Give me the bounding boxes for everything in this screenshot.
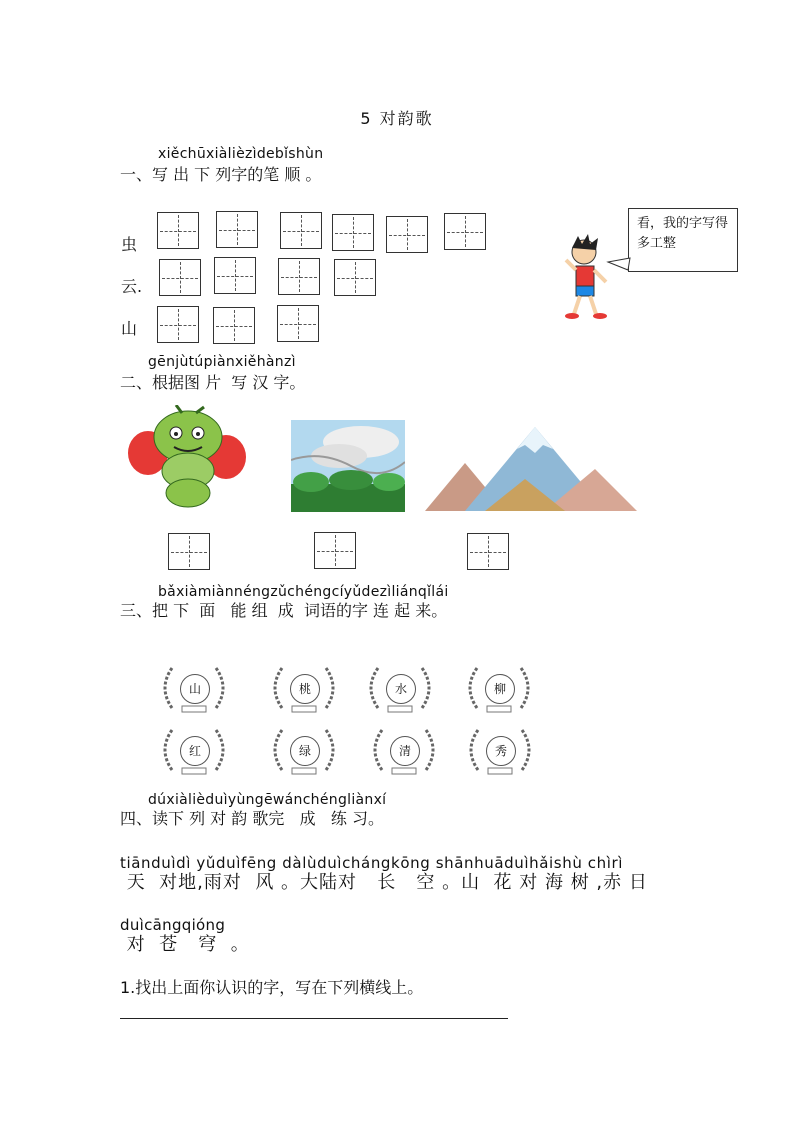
poem-text-line2: 对 苍 穹 。 <box>120 934 250 955</box>
word-wreath[interactable] <box>462 722 538 778</box>
speech-bubble: 看，我的字写得多工整 <box>628 208 738 272</box>
writing-grid[interactable] <box>157 212 199 249</box>
word-wreath[interactable] <box>156 660 232 716</box>
writing-grid[interactable] <box>467 533 509 570</box>
poem-pinyin-line2: duìcāngqióng <box>120 916 226 934</box>
answer-line[interactable] <box>120 1018 508 1019</box>
word-wreath[interactable] <box>156 722 232 778</box>
word-wreath[interactable] <box>461 660 537 716</box>
page-title: 5 对韵歌 <box>360 109 434 128</box>
section1-heading: 一、写 出 下 列字的笔 顺 。 <box>120 165 322 184</box>
wreath-char: 秀 <box>486 736 516 766</box>
poem-text-line1: 天 对地,雨对 风 。大陆对 长 空 。山 花 对 海 树 ,赤 日 <box>120 872 648 893</box>
section1-pinyin: xiěchūxiàlièzìdebǐshùn <box>158 146 324 162</box>
section3-pinyin: bǎxiàmiànnéngzǔchéngcíyǔdezìliánqǐlái <box>158 584 449 600</box>
writing-grid[interactable] <box>280 212 322 249</box>
row-label-yun: 云. <box>121 277 143 296</box>
section4-pinyin: dúxiàlièduìyùngēwánchéngliànxí <box>148 792 387 808</box>
wreath-char: 柳 <box>485 674 515 704</box>
poem-pinyin-line1: tiānduìdì yǔduìfēng dàlùduìchángkōng shānhuāduìhǎishù chìrì <box>120 854 624 872</box>
writing-grid[interactable] <box>444 213 486 250</box>
writing-grid[interactable] <box>213 307 255 344</box>
row-label-shan: 山 <box>121 319 138 338</box>
writing-grid[interactable] <box>159 259 201 296</box>
section2-heading: 二、根据图 片 写 汉 字。 <box>120 373 306 392</box>
writing-grid[interactable] <box>314 532 356 569</box>
writing-grid[interactable] <box>168 533 210 570</box>
writing-grid[interactable] <box>334 259 376 296</box>
section3-heading: 三、把 下 面 能 组 成 词语的字 连 起 来。 <box>120 601 448 620</box>
writing-grid[interactable] <box>332 214 374 251</box>
wreath-char: 清 <box>390 736 420 766</box>
writing-grid[interactable] <box>278 258 320 295</box>
wreath-char: 绿 <box>290 736 320 766</box>
insect-image <box>126 405 250 511</box>
writing-grid[interactable] <box>216 211 258 248</box>
question-1: 1.找出上面你认识的字，写在下列横线上。 <box>120 978 424 997</box>
boy-cartoon-image <box>560 230 640 322</box>
word-wreath[interactable] <box>362 660 438 716</box>
section4-heading: 四、读下 列 对 韵 歌完 成 练 习。 <box>120 809 384 828</box>
word-wreath[interactable] <box>366 722 442 778</box>
mountain-image <box>425 423 637 513</box>
word-wreath[interactable] <box>266 660 342 716</box>
section2-pinyin: gēnjùtúpiànxiěhànzì <box>148 354 296 370</box>
wreath-char: 红 <box>180 736 210 766</box>
word-wreath[interactable] <box>266 722 342 778</box>
writing-grid[interactable] <box>157 306 199 343</box>
writing-grid[interactable] <box>277 305 319 342</box>
wreath-char: 山 <box>180 674 210 704</box>
cloud-wind-image <box>291 420 405 512</box>
row-label-chong: 虫 <box>121 235 138 254</box>
wreath-char: 水 <box>386 674 416 704</box>
wreath-char: 桃 <box>290 674 320 704</box>
writing-grid[interactable] <box>214 257 256 294</box>
writing-grid[interactable] <box>386 216 428 253</box>
